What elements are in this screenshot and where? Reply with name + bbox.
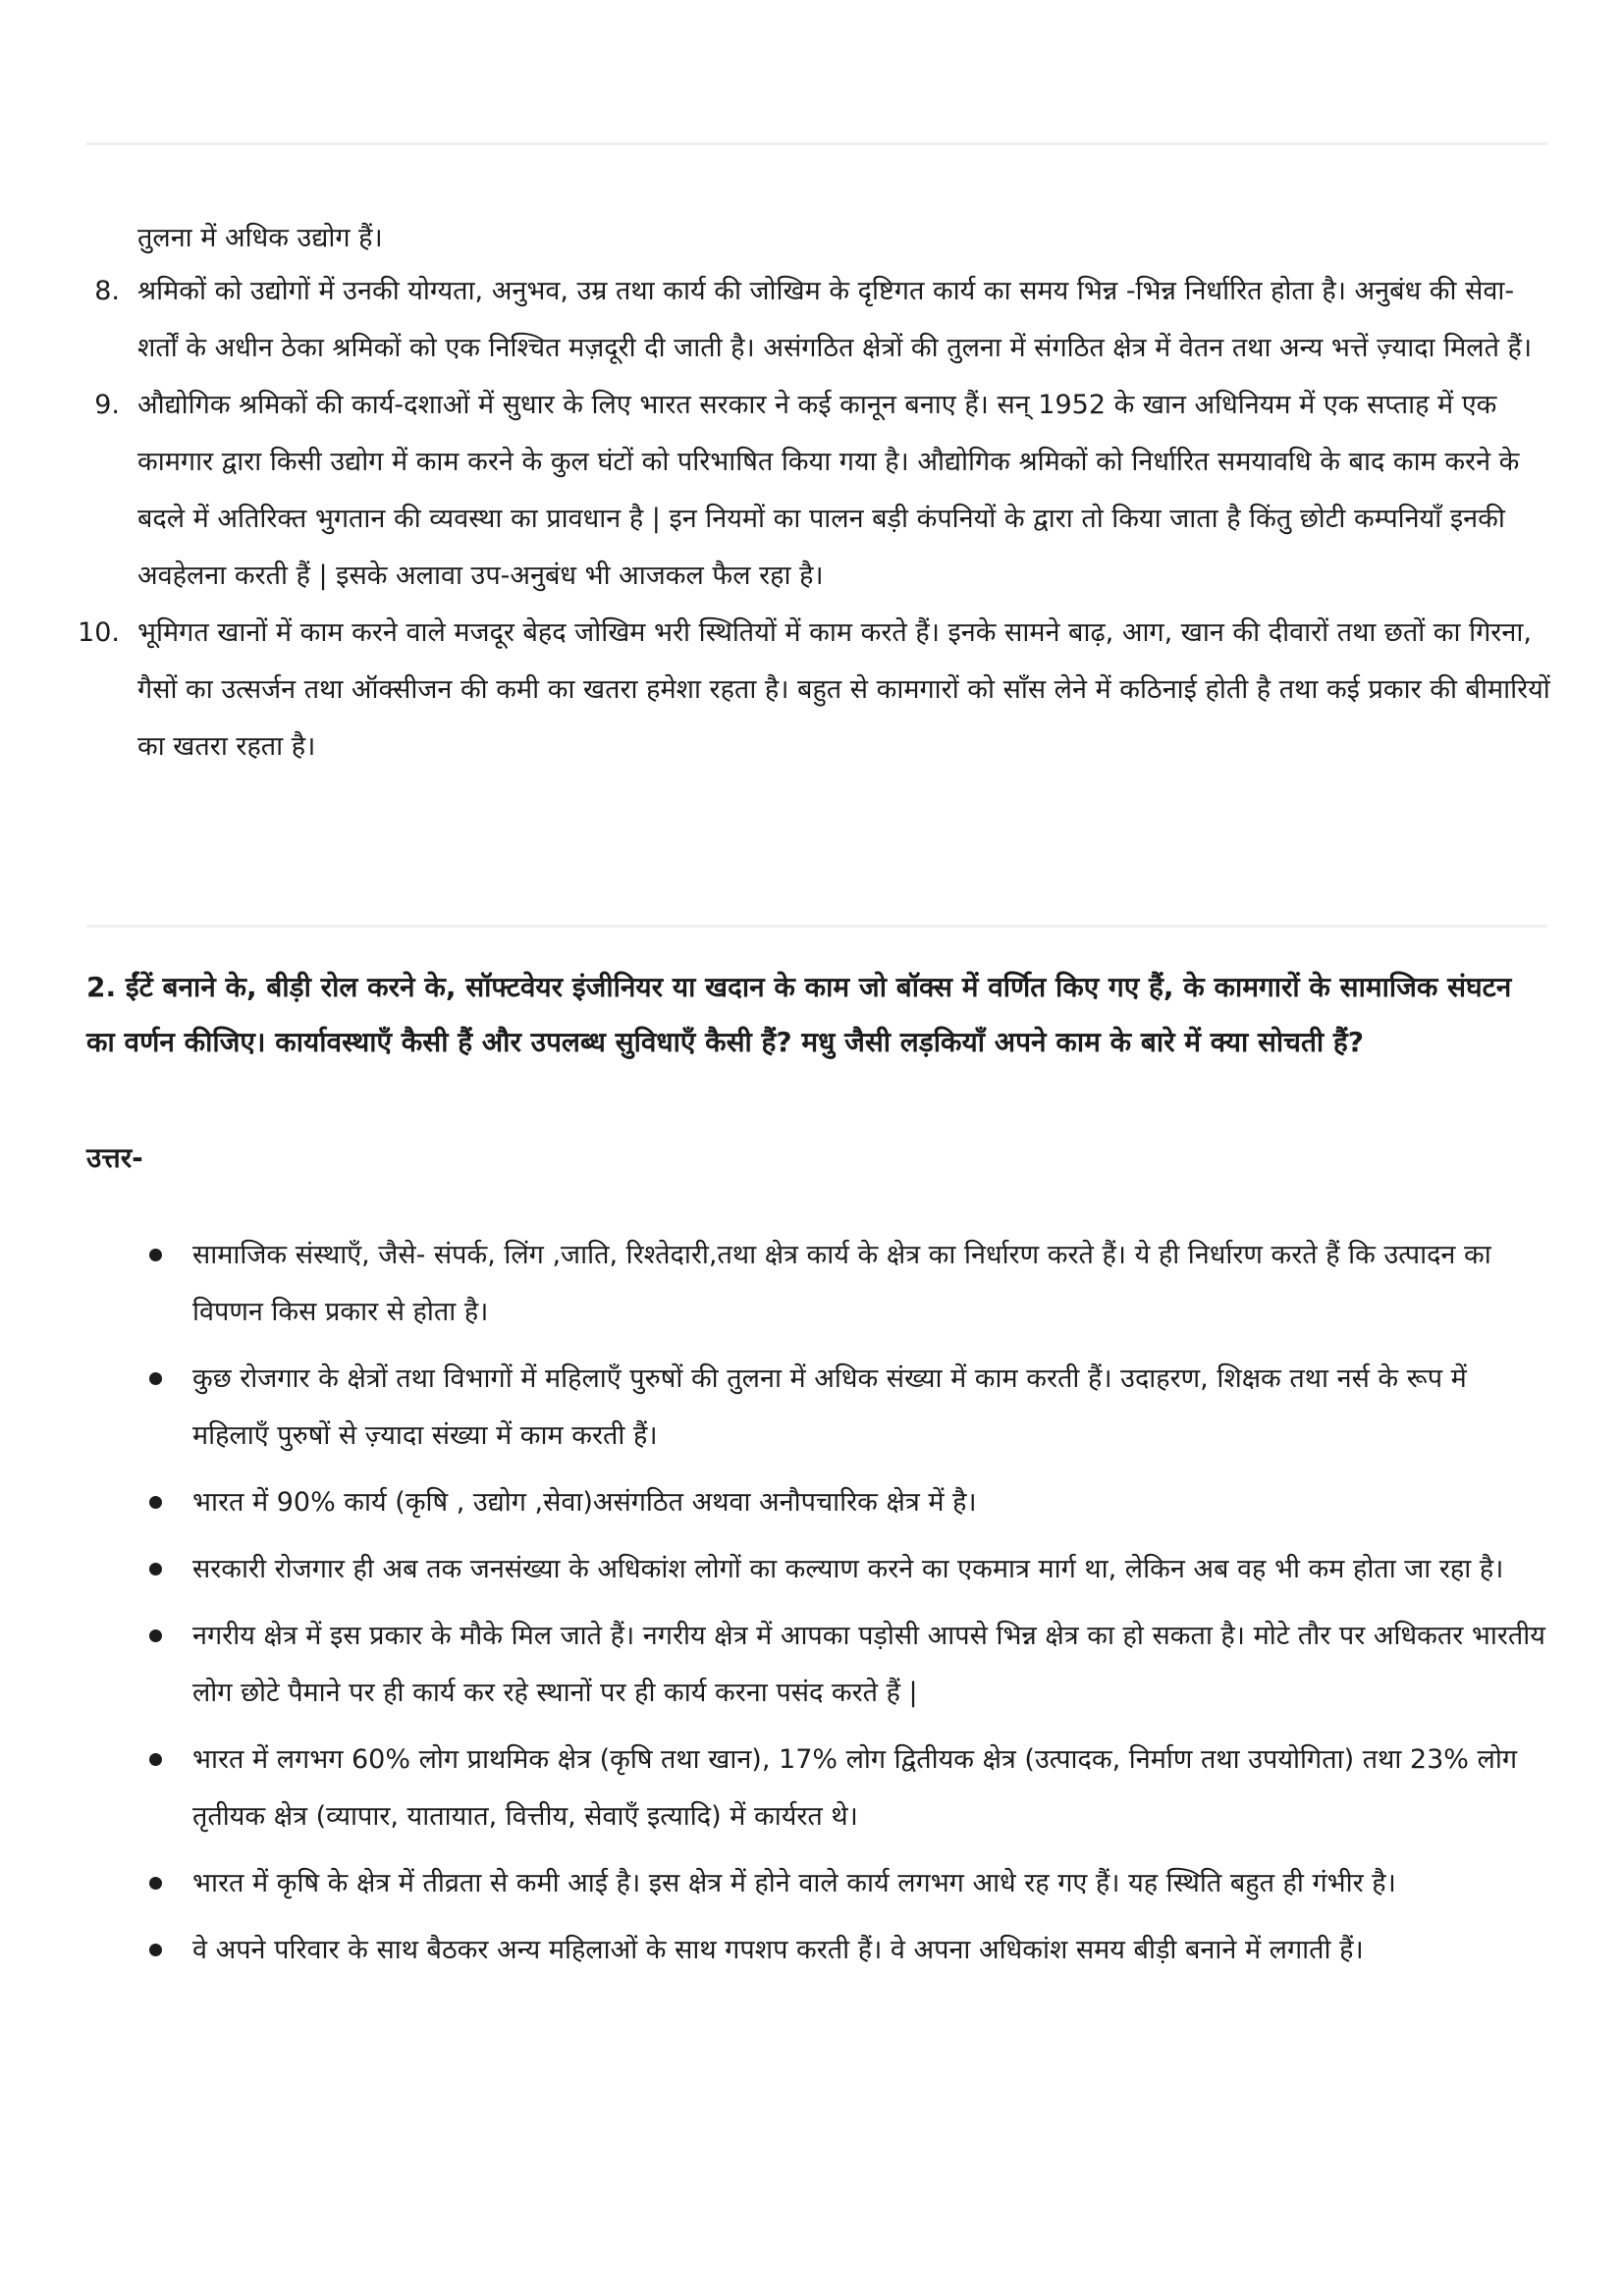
answer-bullet-list: [147, 1227, 1551, 1989]
top-divider: [86, 142, 1547, 145]
answer-bullet-item: [147, 1855, 1551, 1912]
question-heading: 2. ईंटें बनाने के, बीड़ी रोल करने के, सॉफ्टवेयर इंजीनियर या खदान के काम जो बॉक्स में वर्णित किए गए हैं, के कामगारों के सामाजिक संघटन का वर्णन कीजिए। कार्यावस्थाएँ कैसी हैं और उपलब्ध सुविधाएँ कैसी हैं? मधु जैसी लड़कियाँ अपने काम के बारे में क्या सोचती हैं?: [86, 971, 1512, 1058]
bullet-icon: [149, 1372, 162, 1385]
list-item-text: भूमिगत खानों में काम करने वाले मजदूर बेहद जोखिम भरी स्थितियों में काम करते हैं। इनके सामने बाढ़, आग, खान की दीवारों तथा छतों का गिरना, गैसों का उत्सर्जन तथा ऑक्सीजन की कमी का खतरा हमेशा रहता है। बहुत से कामगारों को साँस लेने में कठिनाई होती है तथा कई प्रकार की बीमारियों का खतरा रहता है।: [137, 617, 1550, 762]
bullet-text: कुछ रोजगार के क्षेत्रों तथा विभागों में महिलाएँ पुरुषों की तुलना में अधिक संख्या में काम करती हैं। उदाहरण, शिक्षक तथा नर्स के रूप में महिलाएँ पुरुषों से ज़्यादा संख्या में काम करती हैं।: [192, 1363, 1467, 1451]
bullet-text: भारत में लगभग 60% लोग प्राथमिक क्षेत्र (कृषि तथा खान), 17% लोग द्वितीयक क्षेत्र (उत्पादक, निर्माण तथा उपयोगिता) तथा 23% लोग तृतीयक क्षेत्र (व्यापार, यातायात, वित्तीय, सेवाएँ इत्यादि) में कार्यरत थे।: [192, 1744, 1518, 1832]
list-number: 9.: [94, 390, 120, 420]
list-number: 10.: [78, 617, 120, 648]
list-item-text: औद्योगिक श्रमिकों की कार्य-दशाओं में सुधार के लिए भारत सरकार ने कई कानून बनाए हैं। सन् 1952 के खान अधिनियम में एक सप्ताह में एक कामगार द्वारा किसी उद्योग में काम करने के कुल घंटों को परिभाषित किया गया है। औद्योगिक श्रमिकों को निर्धारित समयावधि के बाद काम करने के बदले में अतिरिक्त भुगतान की व्यवस्था का प्रावधान है | इन नियमों का पालन बड़ी कंपनियों के द्वारा तो किया जाता है किंतु छोटी कम्पनियाँ इनकी अवहेलना करती हैं | इसके अलावा उप-अनुबंध भी आजकल फैल रहा है।: [137, 390, 1520, 591]
numbered-list-item: [71, 377, 1553, 605]
answer-bullet-item: [147, 1608, 1551, 1722]
bullet-icon: [149, 1249, 162, 1261]
bullet-icon: [149, 1496, 162, 1509]
answer-label: उत्तर-: [86, 1142, 143, 1174]
list-number: 8.: [94, 276, 120, 306]
answer-bullet-item: [147, 1474, 1551, 1531]
bullet-text: सामाजिक संस्थाएँ, जैसे- संपर्क, लिंग ,जाति, रिश्तेदारी,तथा क्षेत्र कार्य के क्षेत्र का निर्धारण करते हैं। ये ही निर्धारण करते हैं कि उत्पादन का विपणन किस प्रकार से होता है।: [192, 1240, 1491, 1327]
bullet-icon: [149, 1629, 162, 1642]
bullet-icon: [149, 1563, 162, 1575]
answer-bullet-item: [147, 1732, 1551, 1845]
list-item-text: श्रमिकों को उद्योगों में उनकी योग्यता, अनुभव, उम्र तथा कार्य की जोखिम के दृष्टिगत कार्य का समय भिन्न -भिन्न निर्धारित होता है। अनुबंध की सेवा-शर्तों के अधीन ठेका श्रमिकों को एक निश्चित मज़दूरी दी जाती है। असंगठित क्षेत्रों की तुलना में संगठित क्षेत्र में वेतन तथा अन्य भत्तें ज़्यादा मिलते हैं।: [137, 276, 1533, 363]
numbered-list: [71, 263, 1553, 775]
bullet-text: वे अपने परिवार के साथ बैठकर अन्य महिलाओं के साथ गपशप करती हैं। वे अपना अधिकांश समय बीड़ी बनाने में लगाती हैं।: [192, 1935, 1364, 1965]
bullet-text: भारत में 90% कार्य (कृषि , उद्योग ,सेवा)असंगठित अथवा अनौपचारिक क्षेत्र में है।: [192, 1487, 977, 1518]
bullet-text: नगरीय क्षेत्र में इस प्रकार के मौके मिल जाते हैं। नगरीय क्षेत्र में आपका पड़ोसी आपसे भिन्न क्षेत्र का हो सकता है। मोटे तौर पर अधिकतर भारतीय लोग छोटे पैमाने पर ही कार्य कर रहे स्थानों पर ही कार्य करना पसंद करते हैं |: [192, 1621, 1545, 1708]
bullet-icon: [149, 1877, 162, 1890]
continuation-text: तुलना में अधिक उद्योग हैं।: [137, 223, 383, 253]
answer-bullet-item: [147, 1351, 1551, 1465]
numbered-list-item: [71, 263, 1553, 377]
answer-bullet-item: [147, 1541, 1551, 1598]
bullet-text: सरकारी रोजगार ही अब तक जनसंख्या के अधिकांश लोगों का कल्याण करने का एकमात्र मार्ग था, लेकिन अब वह भी कम होता जा रहा है।: [192, 1554, 1504, 1584]
bullet-text: भारत में कृषि के क्षेत्र में तीव्रता से कमी आई है। इस क्षेत्र में होने वाले कार्य लगभग आधे रह गए हैं। यह स्थिति बहुत ही गंभीर है।: [192, 1868, 1396, 1898]
section-divider: [86, 925, 1547, 928]
answer-bullet-item: [147, 1227, 1551, 1341]
answer-bullet-item: [147, 1922, 1551, 1979]
bullet-icon: [149, 1753, 162, 1766]
bullet-icon: [149, 1944, 162, 1956]
numbered-list-item: [71, 605, 1553, 775]
